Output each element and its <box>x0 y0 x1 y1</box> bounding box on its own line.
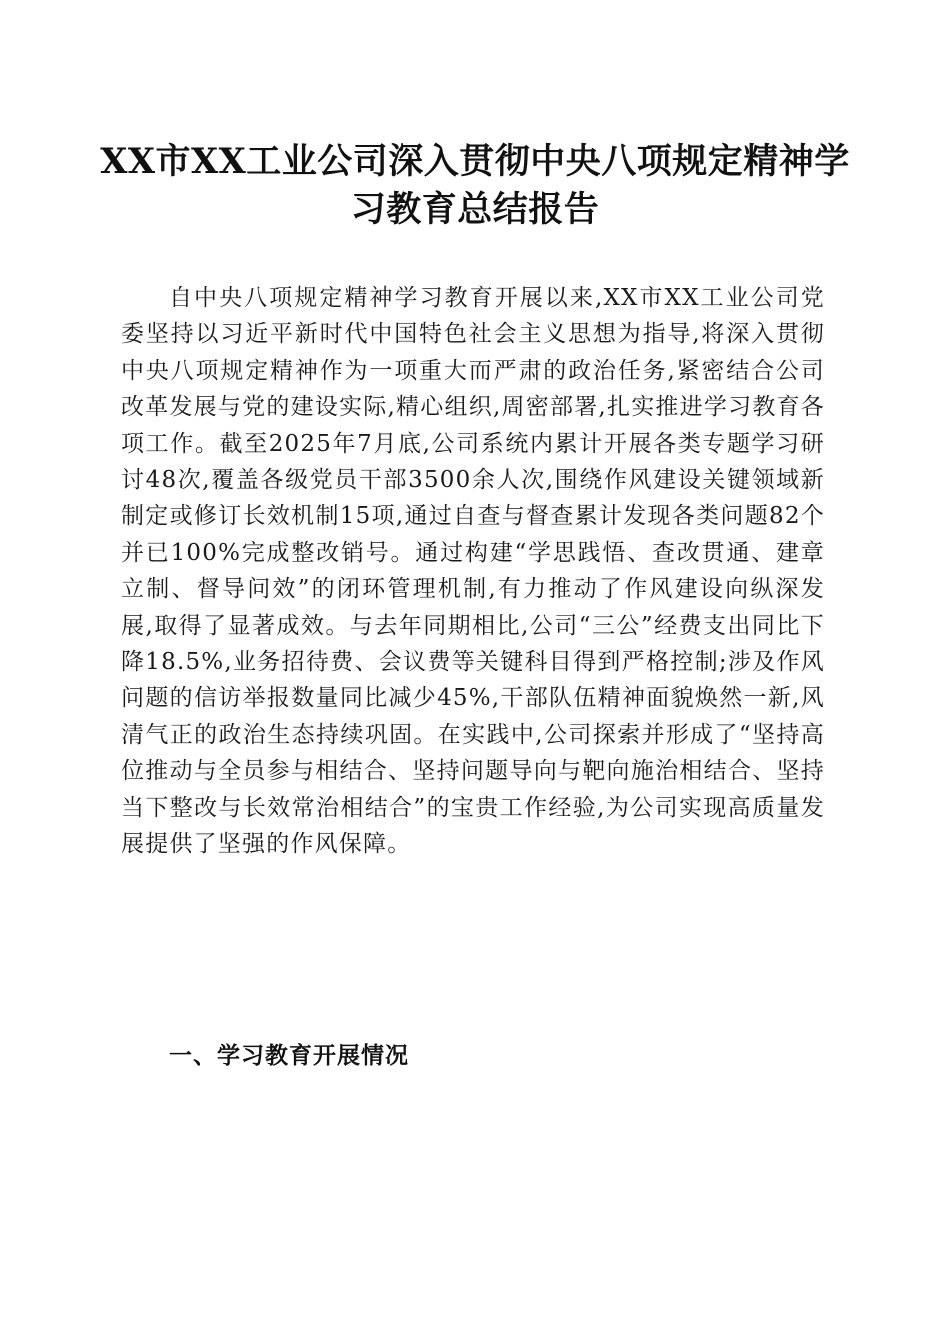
intro-paragraph: 自中央八项规定精神学习教育开展以来,XX市XX工业公司党委坚持以习近平新时代中国特色社会主义思想为指导,将深入贯彻中央八项规定精神作为一项重大而严肃的政治任务,紧密结合公司改革发展与党的建设实际,精心组织,周密部署,扎实推进学习教育各项工作。截至2025年7月底,公司系统内累计开展各类专题学习研讨48次,覆盖各级党员干部3500余人次,围绕作风建设关键领域新制定或修订长效机制15项,通过自查与督查累计发现各类问题82个并已100%完成整改销号。通过构建“学思践悟、查改贯通、建章立制、督导问效”的闭环管理机制,有力推动了作风建设向纵深发展,取得了显著成效。与去年同期相比,公司“三公”经费支出同比下降18.5%,业务招待费、会议费等关键科目得到严格控制;涉及作风问题的信访举报数量同比减少45%,干部队伍精神面貌焕然一新,风清气正的政治生态持续巩固。在实践中,公司探索并形成了“坚持高位推动与全员参与相结合、坚持问题导向与靶向施治相结合、坚持当下整改与长效常治相结合”的宝贵工作经验,为公司实现高质量发展提供了坚强的作风保障。 <box>121 285 825 858</box>
section-heading-1: 一、学习教育开展情况 <box>169 1043 409 1069</box>
document-title: XX市XX工业公司深入贯彻中央八项规定精神学习教育总结报告 <box>100 141 850 230</box>
